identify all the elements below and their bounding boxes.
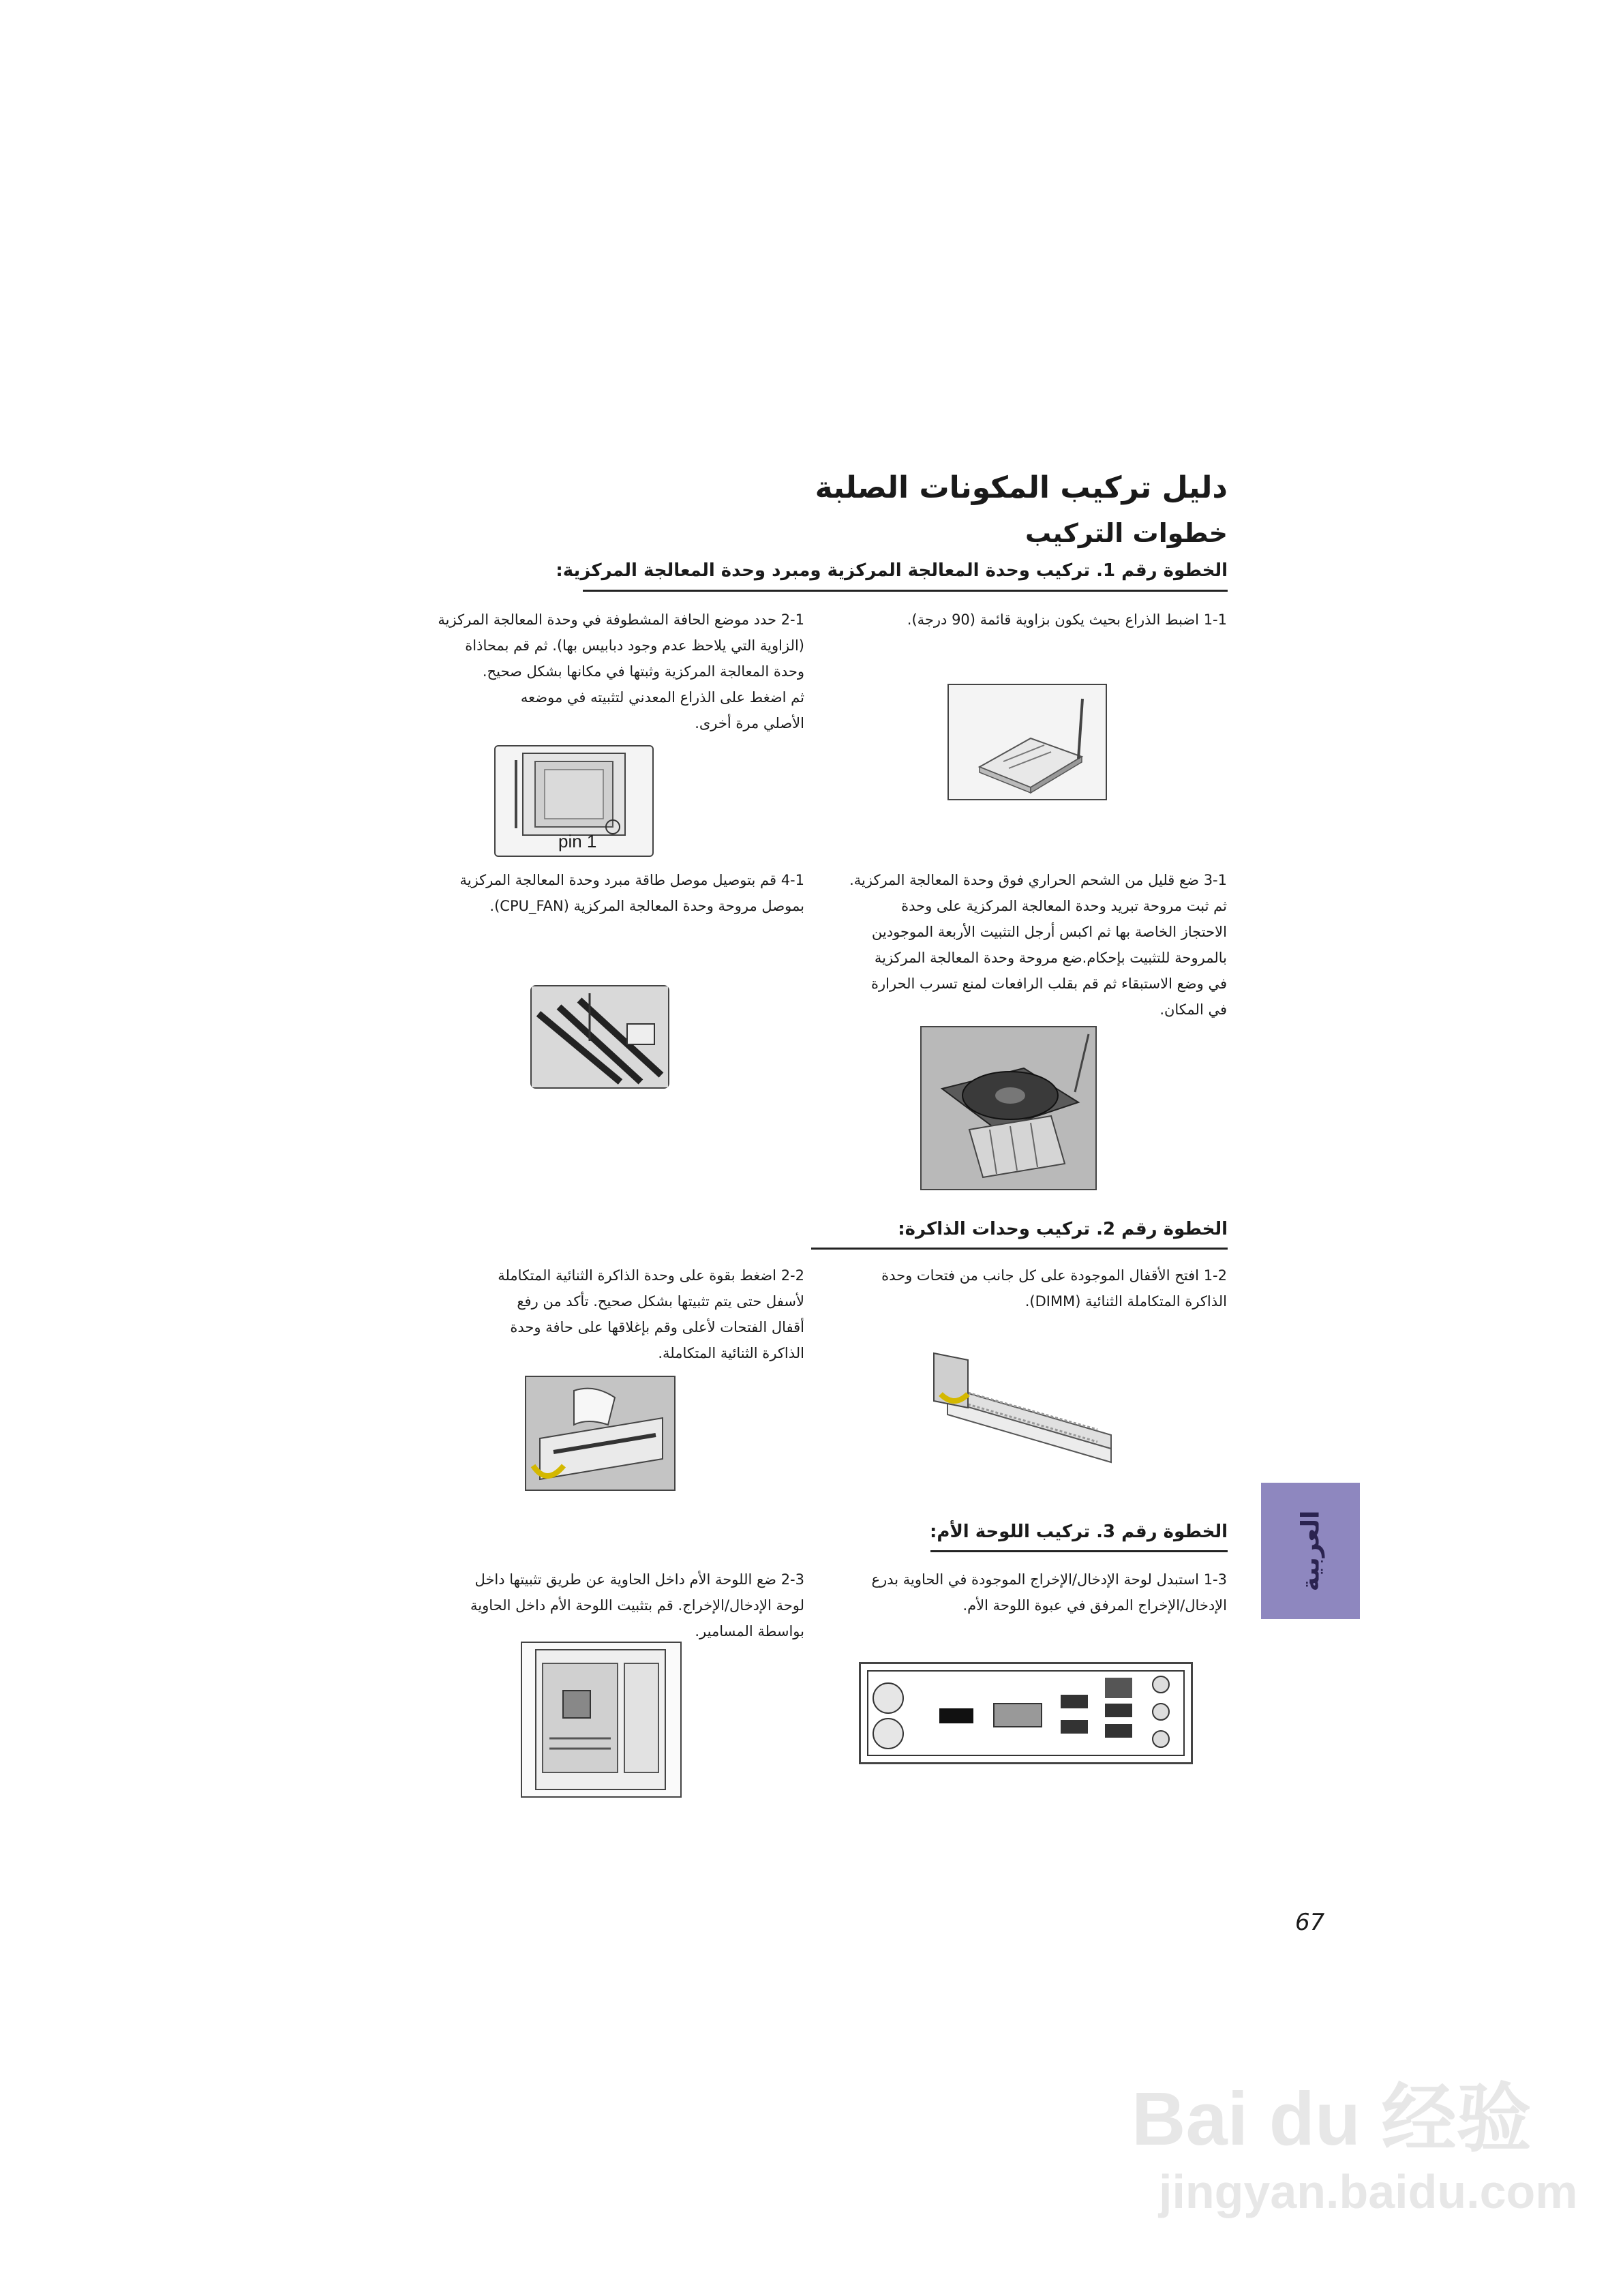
dimm-slot-latch-figure — [927, 1346, 1121, 1476]
step3-1-text: 3-1 ضع قليل من الشحم الحراري فوق وحدة المعالجة المركزية. ثم ثبت مروحة تبريد وحدة المعالجة المركزية على وحدة الاحتجاز الخاصة بها ثم اكبس أرجل التثبيت الأربعة الموجودين بالمروحة للتثبيت بإحكام.ضع مروحة وحدة المعالجة المركزية في وضع الاستبقاء ثم قم بقلب الرافعات لمنع تسرب الحرارة في المكان. — [849, 872, 1227, 1018]
step1-heading: الخطوة رقم 1. تركيب وحدة المعالجة المركزية ومبرد وحدة المعالجة المركزية: — [556, 560, 1228, 581]
cpu-fan-connector-figure — [530, 985, 669, 1089]
step1-heading-underline — [583, 590, 1228, 592]
pin1-label: pin 1 — [558, 831, 597, 851]
watermark-url: jingyan.baidu.com — [1159, 2165, 1578, 2218]
dimm-insert-figure — [525, 1376, 676, 1491]
step3-heading: الخطوة رقم 3. تركيب اللوحة الأم: — [929, 1522, 1228, 1542]
step2-1-text: 2-1 حدد موضع الحافة المشطوفة في وحدة المعالجة المركزية (الزاوية التي يلاحظ عدم وجود دبابيس بها). ثم قم بمحاذاة وحدة المعالجة المركزية وثبتها في مكانها بشكل صحيح. ثم اضغط على الذراع المعدني لتثبيته في موضعه الأصلي مرة أخرى. — [438, 611, 804, 731]
cpu-pin1-figure — [494, 745, 654, 857]
cpu-fan-heatsink-figure — [920, 1026, 1097, 1190]
step2-2-text: 2-2 اضغط بقوة على وحدة الذاكرة الثنائية المتكاملة لأسفل حتى يتم تثبيتها بشكل صحيح. تأكد من رفع أقفال الفتحات لأعلى وقم بإغلاقها على حافة وحدة الذاكرة الثنائية المتكاملة. — [498, 1267, 804, 1361]
motherboard-chassis-figure — [521, 1642, 682, 1798]
step2-heading: الخطوة رقم 2. تركيب وحدات الذاكرة: — [898, 1219, 1228, 1239]
language-tab — [1261, 1483, 1360, 1619]
step3-heading-underline — [930, 1550, 1228, 1552]
step2-3-text: 2-3 ضع اللوحة الأم داخل الحاوية عن طريق تثبيتها داخل لوحة الإدخال/الإخراج. قم بتثبيت اللوحة الأم داخل الحاوية بواسطة المسامير. — [470, 1571, 804, 1640]
cpu-socket-lever-figure — [947, 684, 1107, 800]
page-title: دليل تركيب المكونات الصلبة — [815, 470, 1228, 505]
step1-2-text: 1-2 افتح الأقفال الموجودة على كل جانب من فتحات وحدة الذاكرة المتكاملة الثنائية (DIMM). — [881, 1267, 1227, 1310]
step1-1-text: 1-1 اضبط الذراع بحيث يكون بزاوية قائمة (90 درجة). — [907, 611, 1227, 628]
language-tab-label: العربية — [1296, 1510, 1324, 1592]
step2-heading-underline — [811, 1248, 1228, 1250]
page-number: 67 — [1295, 1909, 1325, 1936]
page-subtitle: خطوات التركيب — [1025, 518, 1228, 548]
step4-1-text: 4-1 قم بتوصيل موصل طاقة مبرد وحدة المعالجة المركزية بموصل مروحة وحدة المعالجة المركزية (CPU_FAN). — [459, 872, 804, 914]
io-shield-figure — [859, 1662, 1193, 1764]
step1-3-text: 1-3 استبدل لوحة الإدخال/الإخراج الموجودة في الحاوية بدرع الإدخال/الإخراج المرفق في عبوة اللوحة الأم. — [871, 1571, 1227, 1614]
watermark-brand: Bai du 经验 — [1132, 2077, 1532, 2161]
